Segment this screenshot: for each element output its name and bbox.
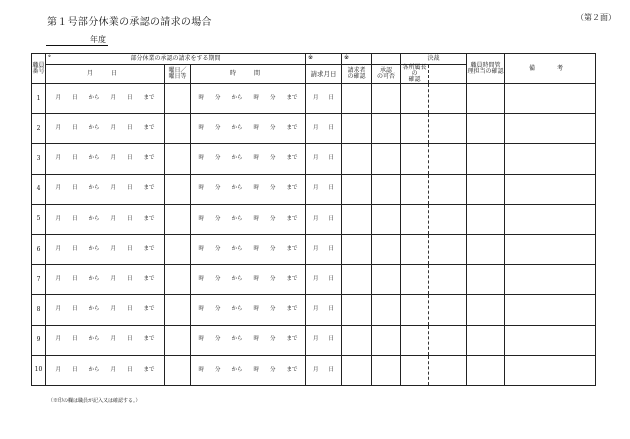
request-date-cell[interactable]: 月 日: [306, 355, 342, 385]
time-header: 時 間: [191, 65, 306, 84]
day-of-week-cell[interactable]: [165, 174, 191, 204]
personnel-cell[interactable]: [467, 144, 505, 174]
row-number: 3: [32, 144, 46, 174]
day-of-week-cell[interactable]: [165, 325, 191, 355]
personnel-cell[interactable]: [467, 84, 505, 114]
approval-cell[interactable]: [372, 234, 401, 264]
time-cell[interactable]: 時 分 から 時 分 まで: [191, 144, 306, 174]
request-date-cell[interactable]: 月 日: [306, 174, 342, 204]
personnel-cell[interactable]: [467, 204, 505, 234]
decision-cell[interactable]: [429, 234, 467, 264]
request-date-cell[interactable]: 月 日: [306, 114, 342, 144]
personnel-cell[interactable]: [467, 325, 505, 355]
row-number: 5: [32, 204, 46, 234]
row-number: 8: [32, 295, 46, 325]
remarks-cell[interactable]: [505, 84, 596, 114]
row-number: 2: [32, 114, 46, 144]
request-date-cell[interactable]: 月 日: [306, 295, 342, 325]
time-cell[interactable]: 時 分 から 時 分 まで: [191, 174, 306, 204]
request-date-cell[interactable]: 月 日: [306, 265, 342, 295]
table-row: [32, 84, 596, 114]
row-number: 1: [32, 84, 46, 114]
month-day-cell[interactable]: 月 日 から 月 日 まで: [46, 295, 165, 325]
approver-check-cell[interactable]: [342, 84, 372, 114]
day-of-week-cell[interactable]: [165, 234, 191, 264]
request-date-cell[interactable]: 月 日: [306, 144, 342, 174]
dept-head-cell[interactable]: [401, 204, 429, 234]
day-of-week-cell[interactable]: [165, 295, 191, 325]
month-day-header: 月 日: [46, 65, 165, 84]
fiscal-year-label: 年度: [90, 35, 106, 44]
row-number: 4: [32, 174, 46, 204]
form-title: 第１号部分休業の承認の請求の場合: [47, 17, 212, 28]
day-of-week-header: 曜日／ 曜日等: [165, 65, 191, 84]
dept-head-cell[interactable]: [401, 355, 429, 385]
request-date-cell[interactable]: 月 日: [306, 234, 342, 264]
mark-symbol: ※: [48, 54, 51, 58]
approver-check-cell[interactable]: [342, 204, 372, 234]
row-number: 6: [32, 234, 46, 264]
approver-check-cell[interactable]: [342, 234, 372, 264]
decision-cell[interactable]: [429, 355, 467, 385]
table-row: [32, 234, 596, 264]
time-cell[interactable]: 時 分 から 時 分 まで: [191, 325, 306, 355]
dept-head-cell[interactable]: [401, 114, 429, 144]
personnel-cell[interactable]: [467, 174, 505, 204]
row-number: 9: [32, 325, 46, 355]
decision-cell[interactable]: [429, 144, 467, 174]
approval-cell[interactable]: [372, 295, 401, 325]
decision-cell[interactable]: [429, 325, 467, 355]
table-row: [32, 144, 596, 174]
personnel-header: 職員時間管 理担当の確認: [467, 54, 505, 84]
dept-head-cell[interactable]: [401, 174, 429, 204]
approval-header: 承認 の可否: [372, 65, 401, 84]
fiscal-year-input-line[interactable]: [46, 45, 108, 46]
remarks-cell[interactable]: [505, 355, 596, 385]
month-day-cell[interactable]: 月 日 から 月 日 まで: [46, 114, 165, 144]
month-day-cell[interactable]: 月 日 から 月 日 まで: [46, 325, 165, 355]
remarks-cell[interactable]: [505, 204, 596, 234]
decision-cell[interactable]: [429, 174, 467, 204]
approver-check-header: 請求者 の確認: [342, 65, 372, 84]
day-of-week-cell[interactable]: [165, 355, 191, 385]
table-row: [32, 265, 596, 295]
approver-check-cell[interactable]: [342, 114, 372, 144]
remarks-header: 備 考: [505, 54, 596, 84]
dept-head-header: 各所属長の 確認: [402, 64, 427, 83]
dept-head-cell[interactable]: [401, 84, 429, 114]
approval-cell[interactable]: [372, 174, 401, 204]
remarks-cell[interactable]: [505, 174, 596, 204]
decision-header: 決裁: [401, 54, 467, 65]
month-day-cell[interactable]: 月 日 から 月 日 まで: [46, 174, 165, 204]
day-of-week-cell[interactable]: [165, 114, 191, 144]
row-number: 7: [32, 265, 46, 295]
remarks-cell[interactable]: [505, 234, 596, 264]
approver-check-cell[interactable]: [342, 325, 372, 355]
time-cell[interactable]: 時 分 から 時 分 まで: [191, 84, 306, 114]
remarks-cell[interactable]: [505, 265, 596, 295]
month-day-cell[interactable]: 月 日 から 月 日 まで: [46, 204, 165, 234]
request-date-header: 請求月日: [306, 65, 342, 84]
time-cell[interactable]: 時 分 から 時 分 まで: [191, 234, 306, 264]
approval-cell[interactable]: [372, 325, 401, 355]
approver-check-cell[interactable]: [342, 265, 372, 295]
personnel-cell[interactable]: [467, 265, 505, 295]
mark-cell-approver: ※: [342, 54, 372, 65]
day-of-week-cell[interactable]: [165, 144, 191, 174]
approver-check-cell[interactable]: [342, 295, 372, 325]
decision-cell[interactable]: [429, 114, 467, 144]
day-of-week-cell[interactable]: [165, 84, 191, 114]
remarks-cell[interactable]: [505, 114, 596, 144]
request-date-cell[interactable]: 月 日: [306, 325, 342, 355]
day-of-week-cell[interactable]: [165, 204, 191, 234]
personnel-cell[interactable]: [467, 234, 505, 264]
dept-head-cell[interactable]: [401, 295, 429, 325]
decision-blank-header: [429, 65, 467, 84]
approver-check-cell[interactable]: [342, 174, 372, 204]
dept-head-cell[interactable]: [401, 325, 429, 355]
time-cell[interactable]: 時 分 から 時 分 まで: [191, 355, 306, 385]
month-day-cell[interactable]: 月 日 から 月 日 まで: [46, 84, 165, 114]
decision-cell[interactable]: [429, 84, 467, 114]
month-day-cell[interactable]: 月 日 から 月 日 まで: [46, 144, 165, 174]
dept-head-cell[interactable]: [401, 144, 429, 174]
table-row: [32, 204, 596, 234]
table-row: [32, 355, 596, 385]
approval-cell[interactable]: [372, 144, 401, 174]
approval-cell[interactable]: [372, 114, 401, 144]
request-date-cell[interactable]: 月 日: [306, 204, 342, 234]
month-day-cell[interactable]: 月 日 から 月 日 まで: [46, 265, 165, 295]
decision-cell[interactable]: [429, 265, 467, 295]
table-row: [32, 114, 596, 144]
time-cell[interactable]: 時 分 から 時 分 まで: [191, 265, 306, 295]
day-of-week-cell[interactable]: [165, 265, 191, 295]
period-header: ※ 部分休業の承認の請求をする期間: [46, 54, 306, 65]
request-date-cell[interactable]: 月 日: [306, 84, 342, 114]
month-day-cell[interactable]: 月 日 から 月 日 まで: [46, 234, 165, 264]
decision-cell[interactable]: [429, 295, 467, 325]
decision-cell[interactable]: [429, 204, 467, 234]
personnel-cell[interactable]: [467, 114, 505, 144]
table-row: [32, 325, 596, 355]
time-cell[interactable]: 時 分 から 時 分 まで: [191, 295, 306, 325]
dept-head-cell[interactable]: [401, 234, 429, 264]
row-number: 10: [32, 355, 46, 385]
approver-check-cell[interactable]: [342, 355, 372, 385]
approval-cell[interactable]: [372, 355, 401, 385]
remarks-cell[interactable]: [505, 295, 596, 325]
approval-cell[interactable]: [372, 204, 401, 234]
header-row-top: [32, 54, 596, 65]
dept-head-cell[interactable]: [401, 265, 429, 295]
approver-check-cell[interactable]: [342, 144, 372, 174]
table-row: [32, 174, 596, 204]
approval-cell[interactable]: [372, 84, 401, 114]
time-cell[interactable]: 時 分 から 時 分 まで: [191, 204, 306, 234]
page-label: （第２面）: [576, 13, 616, 22]
remarks-cell[interactable]: [505, 144, 596, 174]
personnel-cell[interactable]: [467, 355, 505, 385]
mark-cell-request: ※: [306, 54, 342, 65]
footnote: （※印の欄は職員が記入又は確認する。）: [48, 398, 141, 404]
number-header: 職員 番号: [32, 54, 46, 84]
personnel-cell[interactable]: [467, 295, 505, 325]
table-row: [32, 295, 596, 325]
approval-cell[interactable]: [372, 265, 401, 295]
time-cell[interactable]: 時 分 から 時 分 まで: [191, 114, 306, 144]
partial-leave-request-table: [31, 53, 596, 386]
remarks-cell[interactable]: [505, 325, 596, 355]
month-day-cell[interactable]: 月 日 から 月 日 まで: [46, 355, 165, 385]
